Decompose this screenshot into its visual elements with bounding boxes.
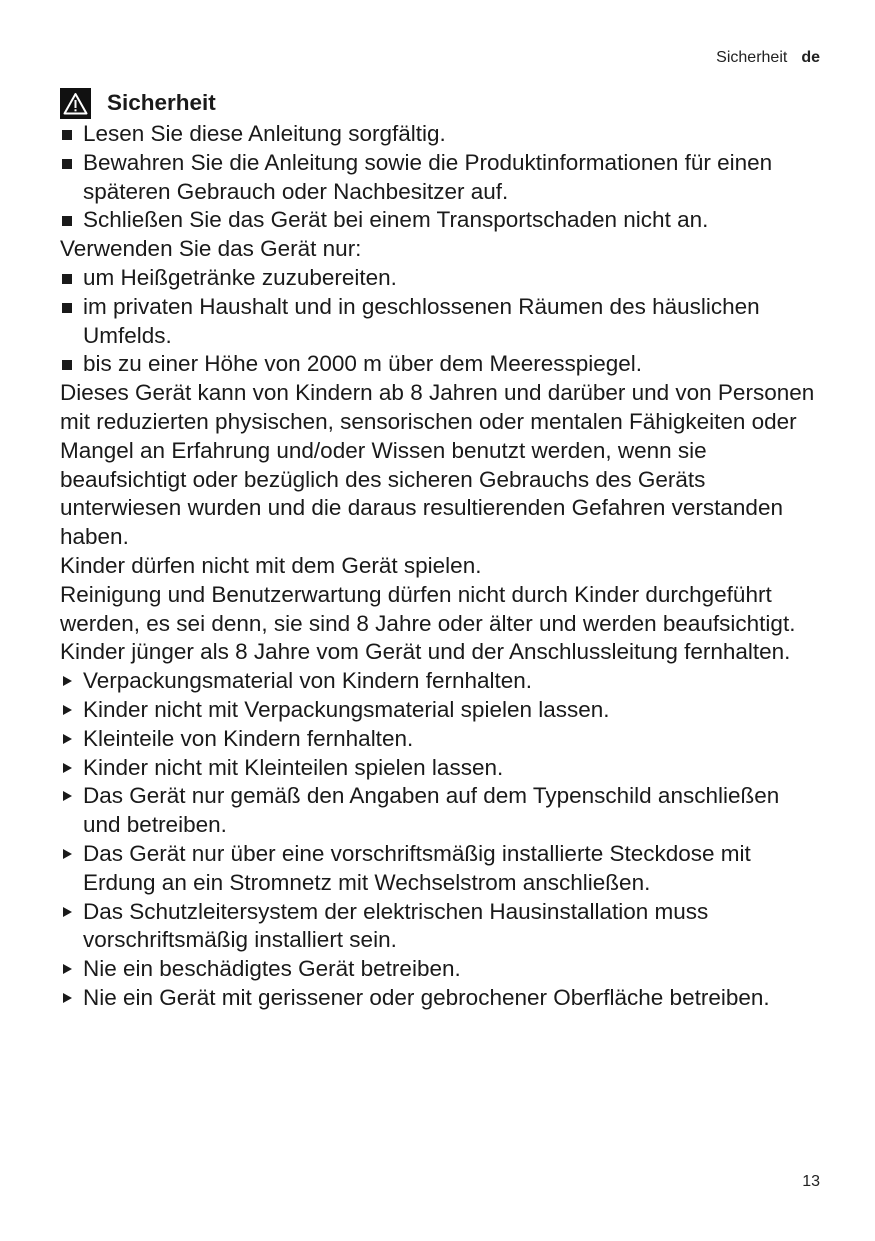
section-heading [60,86,820,120]
list-item: Nie ein beschädigtes Gerät betreiben. [60,955,820,984]
list-item: im privaten Haushalt und in geschlossenen Räumen des häuslichen Umfelds. [60,293,820,351]
list-item: Verpackungsmaterial von Kindern fernhalten. [60,667,820,696]
list-item: Kleinteile von Kindern fernhalten. [60,725,820,754]
list-item: Kinder nicht mit Kleinteilen spielen lassen. [60,754,820,783]
list-item: Lesen Sie diese Anleitung sorgfältig. [60,120,820,149]
paragraph: Kinder jünger als 8 Jahre vom Gerät und der Anschlussleitung fernhalten. [60,639,791,665]
list-item: Das Schutzleitersystem der elektrischen Hausinstallation muss vorschriftsmäßig installiert sein. [60,898,820,956]
instruction-list [60,667,820,1013]
general-safety-list [60,120,820,235]
list-item: Kinder nicht mit Verpackungsmaterial spielen lassen. [60,696,820,725]
warning-triangle-icon [60,88,91,119]
intended-use-list [60,264,820,379]
intended-use-intro: Verwenden Sie das Gerät nur: [60,236,362,262]
section-title: Sicherheit [107,89,216,115]
page-number: 13 [802,1173,820,1190]
paragraph: Dieses Gerät kann von Kindern ab 8 Jahren und darüber und von Personen mit reduzierten physischen, sensorischen oder mentalen Fähigkeiten oder Mangel an Erfahrung und/oder Wissen benutzt werden, wenn sie beaufsichtigt oder bezüglich des sicheren Gebrauchs des Geräts unterwiesen wurden und die daraus resultierenden Gefahren verstanden haben. [60,380,815,550]
header-section-title: Sicherheit [716,49,788,66]
paragraph: Kinder dürfen nicht mit dem Gerät spielen. [60,552,482,578]
list-item: Das Gerät nur gemäß den Angaben auf dem Typenschild anschließen und betreiben. [60,782,820,840]
list-item: Bewahren Sie die Anleitung sowie die Produktinformationen für einen späteren Gebrauch oder Nachbesitzer auf. [60,149,820,207]
list-item: Nie ein Gerät mit gerissener oder gebrochener Oberfläche betreiben. [60,984,820,1013]
page-content [60,86,820,1013]
list-item: Das Gerät nur über eine vorschriftsmäßig installierte Steckdose mit Erdung an ein Stromnetz mit Wechselstrom anschließen. [60,840,820,898]
paragraph: Reinigung und Benutzerwartung dürfen nicht durch Kinder durchgeführt werden, es sei denn, sie sind 8 Jahre oder älter und werden beaufsichtigt. [60,581,796,636]
list-item: um Heißgetränke zuzubereiten. [60,264,820,293]
running-header [716,48,820,68]
list-item: Schließen Sie das Gerät bei einem Transportschaden nicht an. [60,206,820,235]
header-language-code: de [801,49,820,66]
list-item: bis zu einer Höhe von 2000 m über dem Meeresspiegel. [60,350,820,379]
